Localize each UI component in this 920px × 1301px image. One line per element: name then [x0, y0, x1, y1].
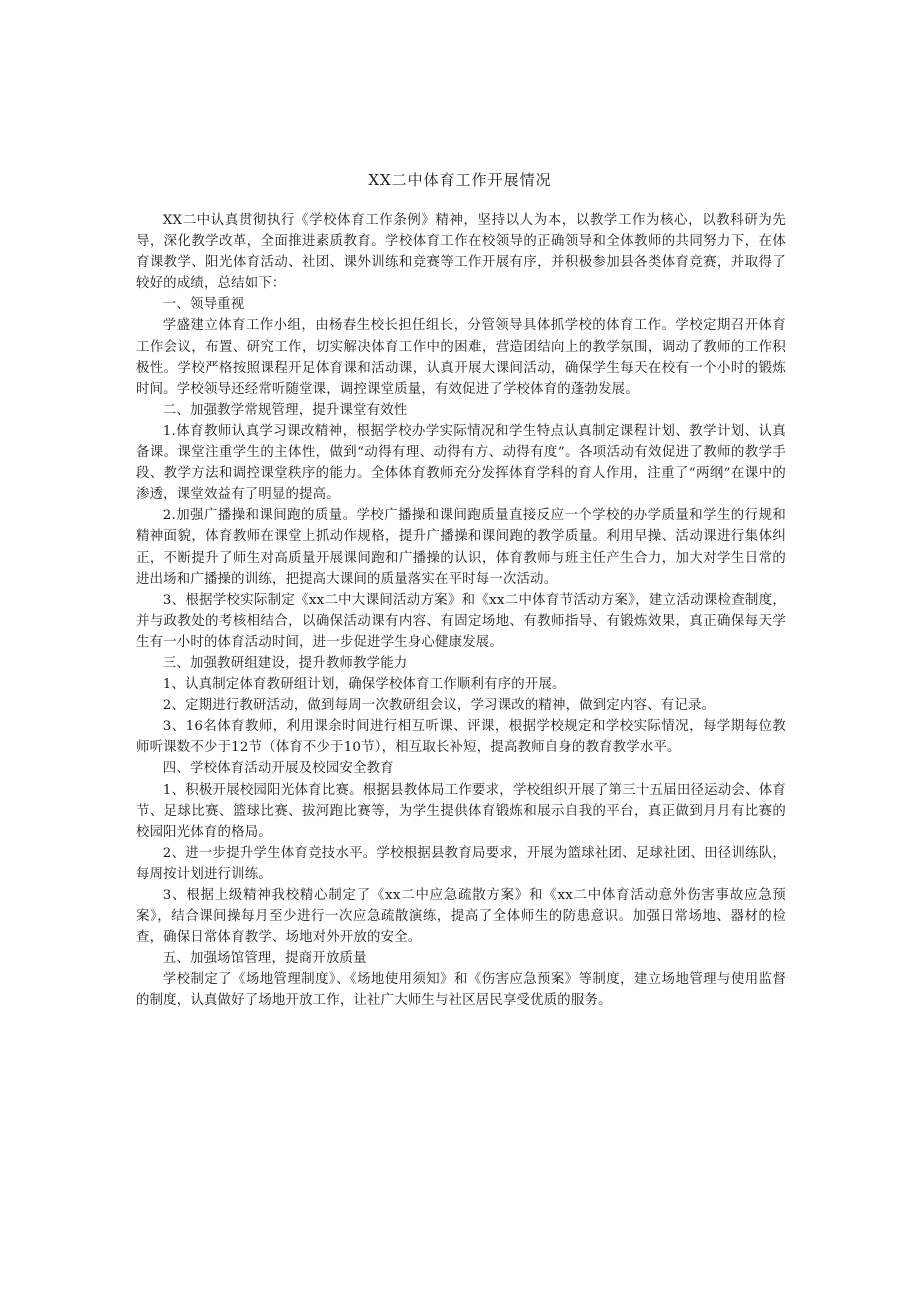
section-4-paragraph-3: 3、根据上级精神我校精心制定了《xx二中应急疏散方案》和《xx二中体育活动意外伤害事故应急预案》，结合课间操每月至少进行一次应急疏散演练，提高了全体师生的防患意识。加强日常场地、器材的检查，确保日常体育教学、场地对外开放的安全。 — [136, 888, 786, 946]
document-body — [136, 210, 786, 1012]
section-3-paragraph-1: 1、认真制定体育教研组计划，确保学校体育工作顺利有序的开展。 — [162, 677, 566, 693]
section-5-paragraph-1: 学校制定了《场地管理制度》、《场地使用须知》和《伤害应急预案》等制度，建立场地管理与使用监督的制度，认真做好了场地开放工作，让社广大师生与社区居民享受优质的服务。 — [136, 972, 786, 1009]
section-4-heading: 四、学校体育活动开展及校园安全教育 — [162, 761, 394, 777]
section-2-paragraph-3: 3、根据学校实际制定《xx二中大课间活动方案》和《xx二中体育节活动方案》，建立活动课检查制度，并与政教处的考核相结合，以确保活动课有内容、有固定场地、有教师指导、有锻炼效果，真正确保每天学生有一小时的体育活动时间，进一步促进学生身心健康发展。 — [136, 592, 786, 650]
section-3-heading: 三、加强教研组建设，提升教师教学能力 — [162, 655, 408, 671]
section-1-heading: 一、领导重视 — [162, 297, 245, 313]
section-1-paragraph-1: 学盛建立体育工作小组，由杨春生校长担任组长，分管领导具体抓学校的体育工作。学校定期召开体育工作会议，布置、研究工作，切实解决体育工作中的困难，营造团结向上的教学氛围，调动了教师的工作积极性。学校严格按照课程开足体育课和活动课，认真开展大课间活动，确保学生每天在校有一个小时的锻炼时间。学校领导还经常听随堂课，调控课堂质量，有效促进了学校体育的蓬勃发展。 — [136, 318, 786, 397]
document-title: XX二中体育工作开展情况 — [368, 171, 552, 189]
section-4-paragraph-2: 2、进一步提升学生体育竞技水平。学校根据县教育局要求，开展为篮球社团、足球社团、田径训练队，每周按计划进行训练。 — [136, 845, 786, 882]
section-2-heading: 二、加强教学常规管理，提升课堂有效性 — [162, 402, 408, 418]
intro-paragraph: XX二中认真贯彻执行《学校体育工作条例》精神，坚持以人为本，以教学工作为核心，以教科研为先导，深化教学改革，全面推进素质教育。学校体育工作在校领导的正确领导和全体教师的共同努力下，在体育课教学、阳光体育活动、社团、课外训练和竞赛等工作开展有序，并积极参加县各类体育竞赛，并取得了较好的成绩，总结如下： — [136, 213, 786, 292]
section-3-paragraph-3: 3、16名体育教师，利用课余时间进行相互听课、评课，根据学校规定和学校实际情况，每学期每位教师听课数不少于12节（体育不少于10节），相互取长补短，提高教师自身的教育教学水平。 — [136, 719, 786, 756]
section-2-paragraph-1: 1.体育教师认真学习课改精神，根据学校办学实际情况和学生特点认真制定课程计划、教学计划、认真备课。课堂注重学生的主体性，做到“动得有理、动得有方、动得有度”。各项活动有效促进了教师的教学手段、教学方法和调控课堂秩序的能力。全体体育教师充分发挥体育学科的育人作用，注重了“两纲”在课中的渗透，课堂效益有了明显的提高。 — [136, 423, 786, 503]
section-2-paragraph-2: 2.加强广播操和课间跑的质量。学校广播操和课间跑质量直接反应一个学校的办学质量和学生的行规和精神面貌，体育教师在课堂上抓动作规格，提升广播操和课间跑的教学质量。利用早操、活动课进行集体纠正，不断提升了师生对高质量开展课间跑和广播操的认识，体育教师与班主任产生合力，加大对学生日常的进出场和广播操的训练，把提高大课间的质量落实在平时每一次活动。 — [136, 508, 786, 587]
section-5-heading: 五、加强场馆管理，提商开放质量 — [162, 951, 367, 967]
section-4-paragraph-1: 1、积极开展校园阳光体育比赛。根据县教体局工作要求，学校组织开展了第三十五届田径运动会、体育节、足球比赛、篮球比赛、拔河跑比赛等，为学生提供体育锻炼和展示自我的平台，真正做到月月有比赛的校园阳光体育的格局。 — [136, 782, 786, 840]
section-3-paragraph-2: 2、定期进行教研活动，做到每周一次教研组会议，学习课改的精神，做到定内容、有记录。 — [162, 698, 716, 714]
